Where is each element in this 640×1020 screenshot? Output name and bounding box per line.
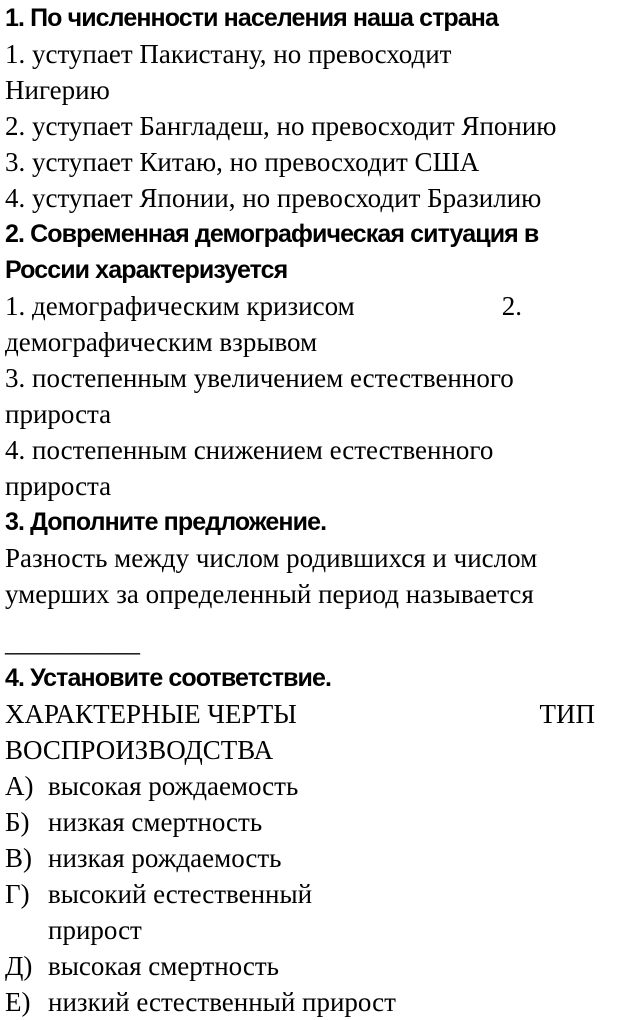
- question-4-item-text: низкая рождаемость: [48, 843, 282, 873]
- question-4-item: [5, 804, 637, 840]
- question-4-item-text: низкая смертность: [48, 807, 263, 837]
- question-4-item-text: высокий естественный прирост: [48, 879, 313, 945]
- document-page: [5, 0, 637, 1020]
- question-2-title: 2. Современная демографическая ситуация в России характеризуется: [5, 220, 539, 284]
- question-4-item-letter: В): [5, 843, 32, 873]
- question-4-item: [5, 768, 637, 804]
- question-2-option-4: 4. постепенным снижением естественного прироста: [5, 435, 501, 501]
- question-4-item-text: низкий естественный прирост: [48, 987, 396, 1017]
- question-4-item-letter: А): [5, 771, 34, 801]
- question-1-title: 1. По численности населения наша страна: [5, 4, 499, 32]
- question-4-item-text: высокая рождаемость: [48, 771, 299, 801]
- question-1-option-1: 1. уступает Пакистану, но превосходит Нигерию: [5, 39, 459, 105]
- question-4-column-left-header: ХАРАКТЕРНЫЕ ЧЕРТЫ: [5, 699, 297, 729]
- question-4-item: [5, 876, 637, 948]
- question-4-item: [5, 984, 637, 1020]
- question-4-item-letter: Г): [5, 879, 30, 909]
- question-2-option-1: 1. демографическим кризисом: [5, 291, 355, 321]
- question-4-item-letter: Д): [5, 951, 33, 981]
- question-1-option-3: 3. уступает Китаю, но превосходит США: [5, 147, 480, 177]
- question-4-item-letter: Е): [5, 987, 31, 1017]
- question-2-option-2-number: 2.: [501, 291, 522, 321]
- question-4-item-letter: Б): [5, 807, 30, 837]
- question-2-option-2-text: демографическим взрывом: [5, 327, 318, 357]
- question-4-item: [5, 840, 637, 876]
- question-4-item: [5, 948, 637, 984]
- question-4-item-text: высокая смертность: [48, 951, 279, 981]
- question-3-text: Разность между числом родившихся и числом умерших за определенный период называется: [5, 543, 544, 609]
- question-3-answer-blank: __________: [5, 627, 140, 657]
- question-4-column-headers: [5, 696, 637, 732]
- question-4-column-right-header: ТИП: [539, 699, 595, 729]
- question-2-options-row: [5, 288, 637, 324]
- question-1-option-4: 4. уступает Японии, но превосходит Бразилию: [5, 183, 542, 213]
- question-2-option-3: 3. постепенным увеличением естественного прироста: [5, 363, 521, 429]
- question-4-column-right-header-cont: ВОСПРОИЗВОДСТВА: [5, 735, 274, 765]
- question-1-option-2: 2. уступает Бангладеш, но превосходит Японию: [5, 111, 557, 141]
- question-3-title: 3. Дополните предложение.: [5, 508, 327, 536]
- question-4-title: 4. Установите соответствие.: [5, 664, 332, 692]
